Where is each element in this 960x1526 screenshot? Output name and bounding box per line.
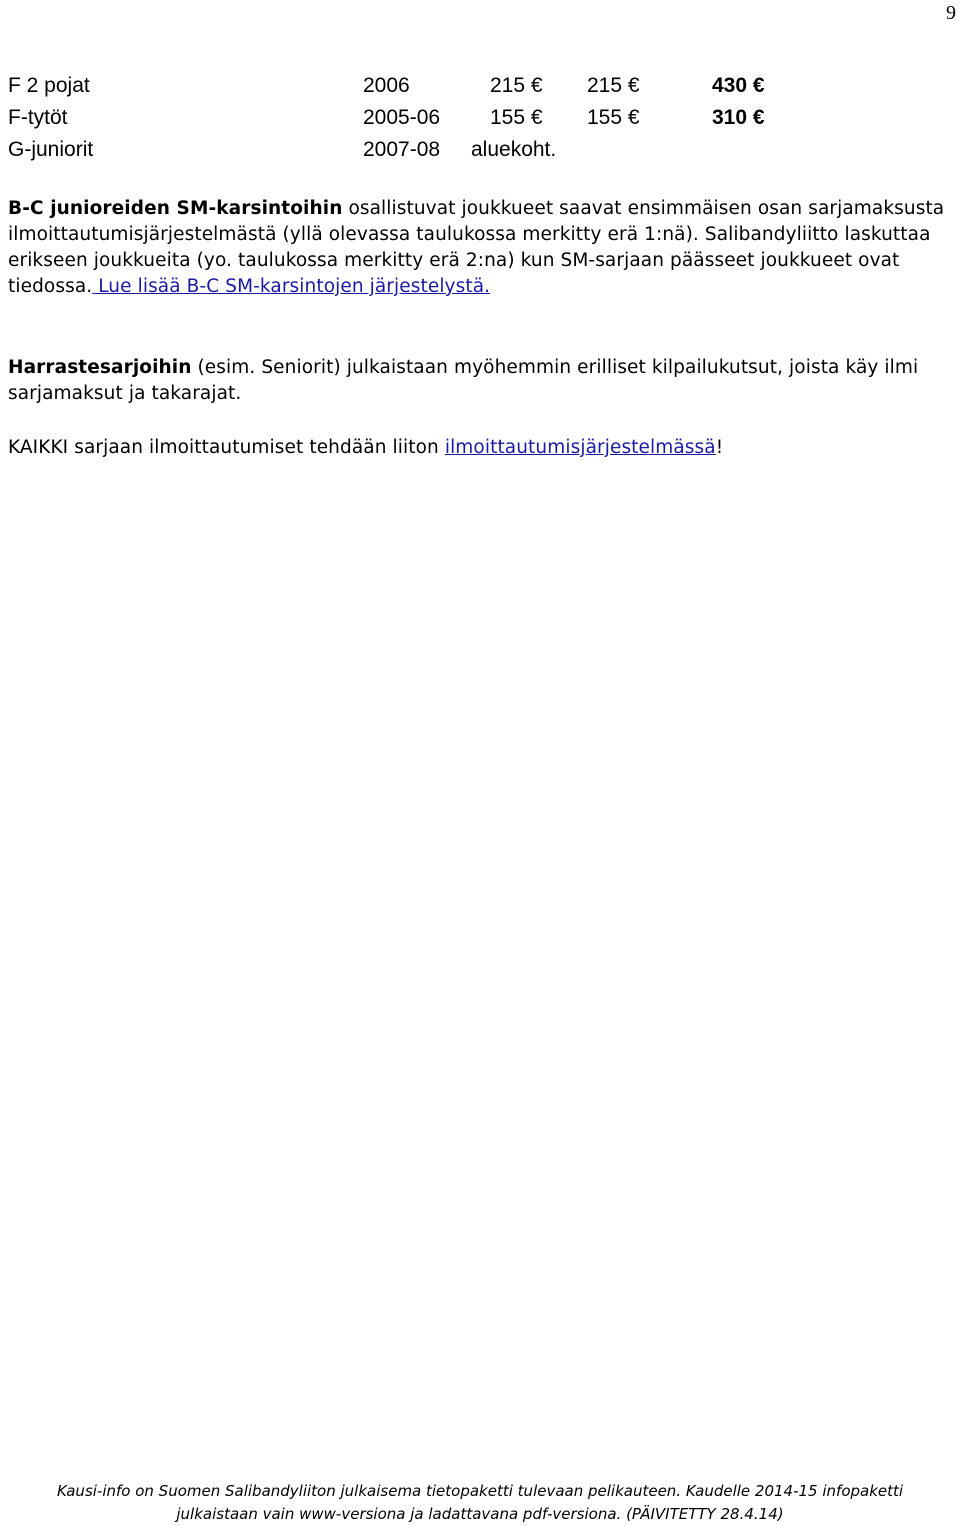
fee-row-year: 2005-06 [363, 106, 441, 129]
fee-row-total: 310 € [712, 106, 765, 129]
hobby-lead-bold: Harrastesarjoihin [8, 357, 192, 378]
fee-row-year: 2007-08 [363, 138, 441, 161]
registration-paragraph [8, 435, 948, 461]
fee-row-fee2: 155 € [587, 106, 640, 129]
fee-row-year: 2006 [363, 74, 410, 97]
fee-row [8, 134, 808, 166]
hobby-body-text: (esim. Seniorit) julkaistaan myöhemmin erilliset kilpailukutsut, joista käy ilmi sarjamaksut ja takarajat. [8, 357, 919, 404]
fee-row [8, 102, 808, 134]
registration-text-before: KAIKKI sarjaan ilmoittautumiset tehdään liiton [8, 437, 445, 458]
fee-table [8, 70, 808, 166]
fee-row-name: F 2 pojat [8, 74, 90, 97]
footer-line-1: Kausi-info on Suomen Salibandyliiton julkaisema tietopaketti tulevaan pelikauteen. Kaudelle 2014-15 infopaketti [56, 1482, 904, 1500]
page-footer [0, 1480, 960, 1526]
bc-sm-qualifier-paragraph [8, 196, 948, 300]
fee-row-name: G-juniorit [8, 138, 94, 161]
fee-row-fee2: 215 € [587, 74, 640, 97]
fee-row-fee1: 215 € [490, 74, 543, 97]
fee-row-total: 430 € [712, 74, 765, 97]
bc-lead-bold: B-C junioreiden SM-karsintoihin [8, 198, 343, 219]
registration-text-after: ! [715, 437, 724, 458]
fee-row-name: F-tytöt [8, 106, 68, 129]
fee-row-fee1: aluekoht. [471, 138, 557, 161]
fee-row-fee1: 155 € [490, 106, 543, 129]
fee-row [8, 70, 808, 102]
registration-system-link[interactable]: ilmoittautumisjärjestelmässä [444, 437, 716, 458]
footer-line-2: julkaistaan vain www-versiona ja ladattavana pdf-versiona. (PÄIVITETTY 28.4.14) [176, 1505, 784, 1523]
bc-body-text: osallistuvat joukkueet saavat ensimmäisen osan sarjamaksusta ilmoittautumisjärjestelmästä (yllä olevassa taulukossa merkitty erä 1:nä). Salibandyliitto laskuttaa erikseen joukkueita (yo. taulukossa merkitty erä 2:na) kun SM-sarjaan päässeet joukkueet ovat tiedossa. [8, 198, 945, 297]
hobby-series-paragraph [8, 355, 948, 407]
bc-read-more-link[interactable]: Lue lisää B-C SM-karsintojen järjestelystä. [92, 276, 491, 297]
page-number: 9 [946, 2, 956, 24]
